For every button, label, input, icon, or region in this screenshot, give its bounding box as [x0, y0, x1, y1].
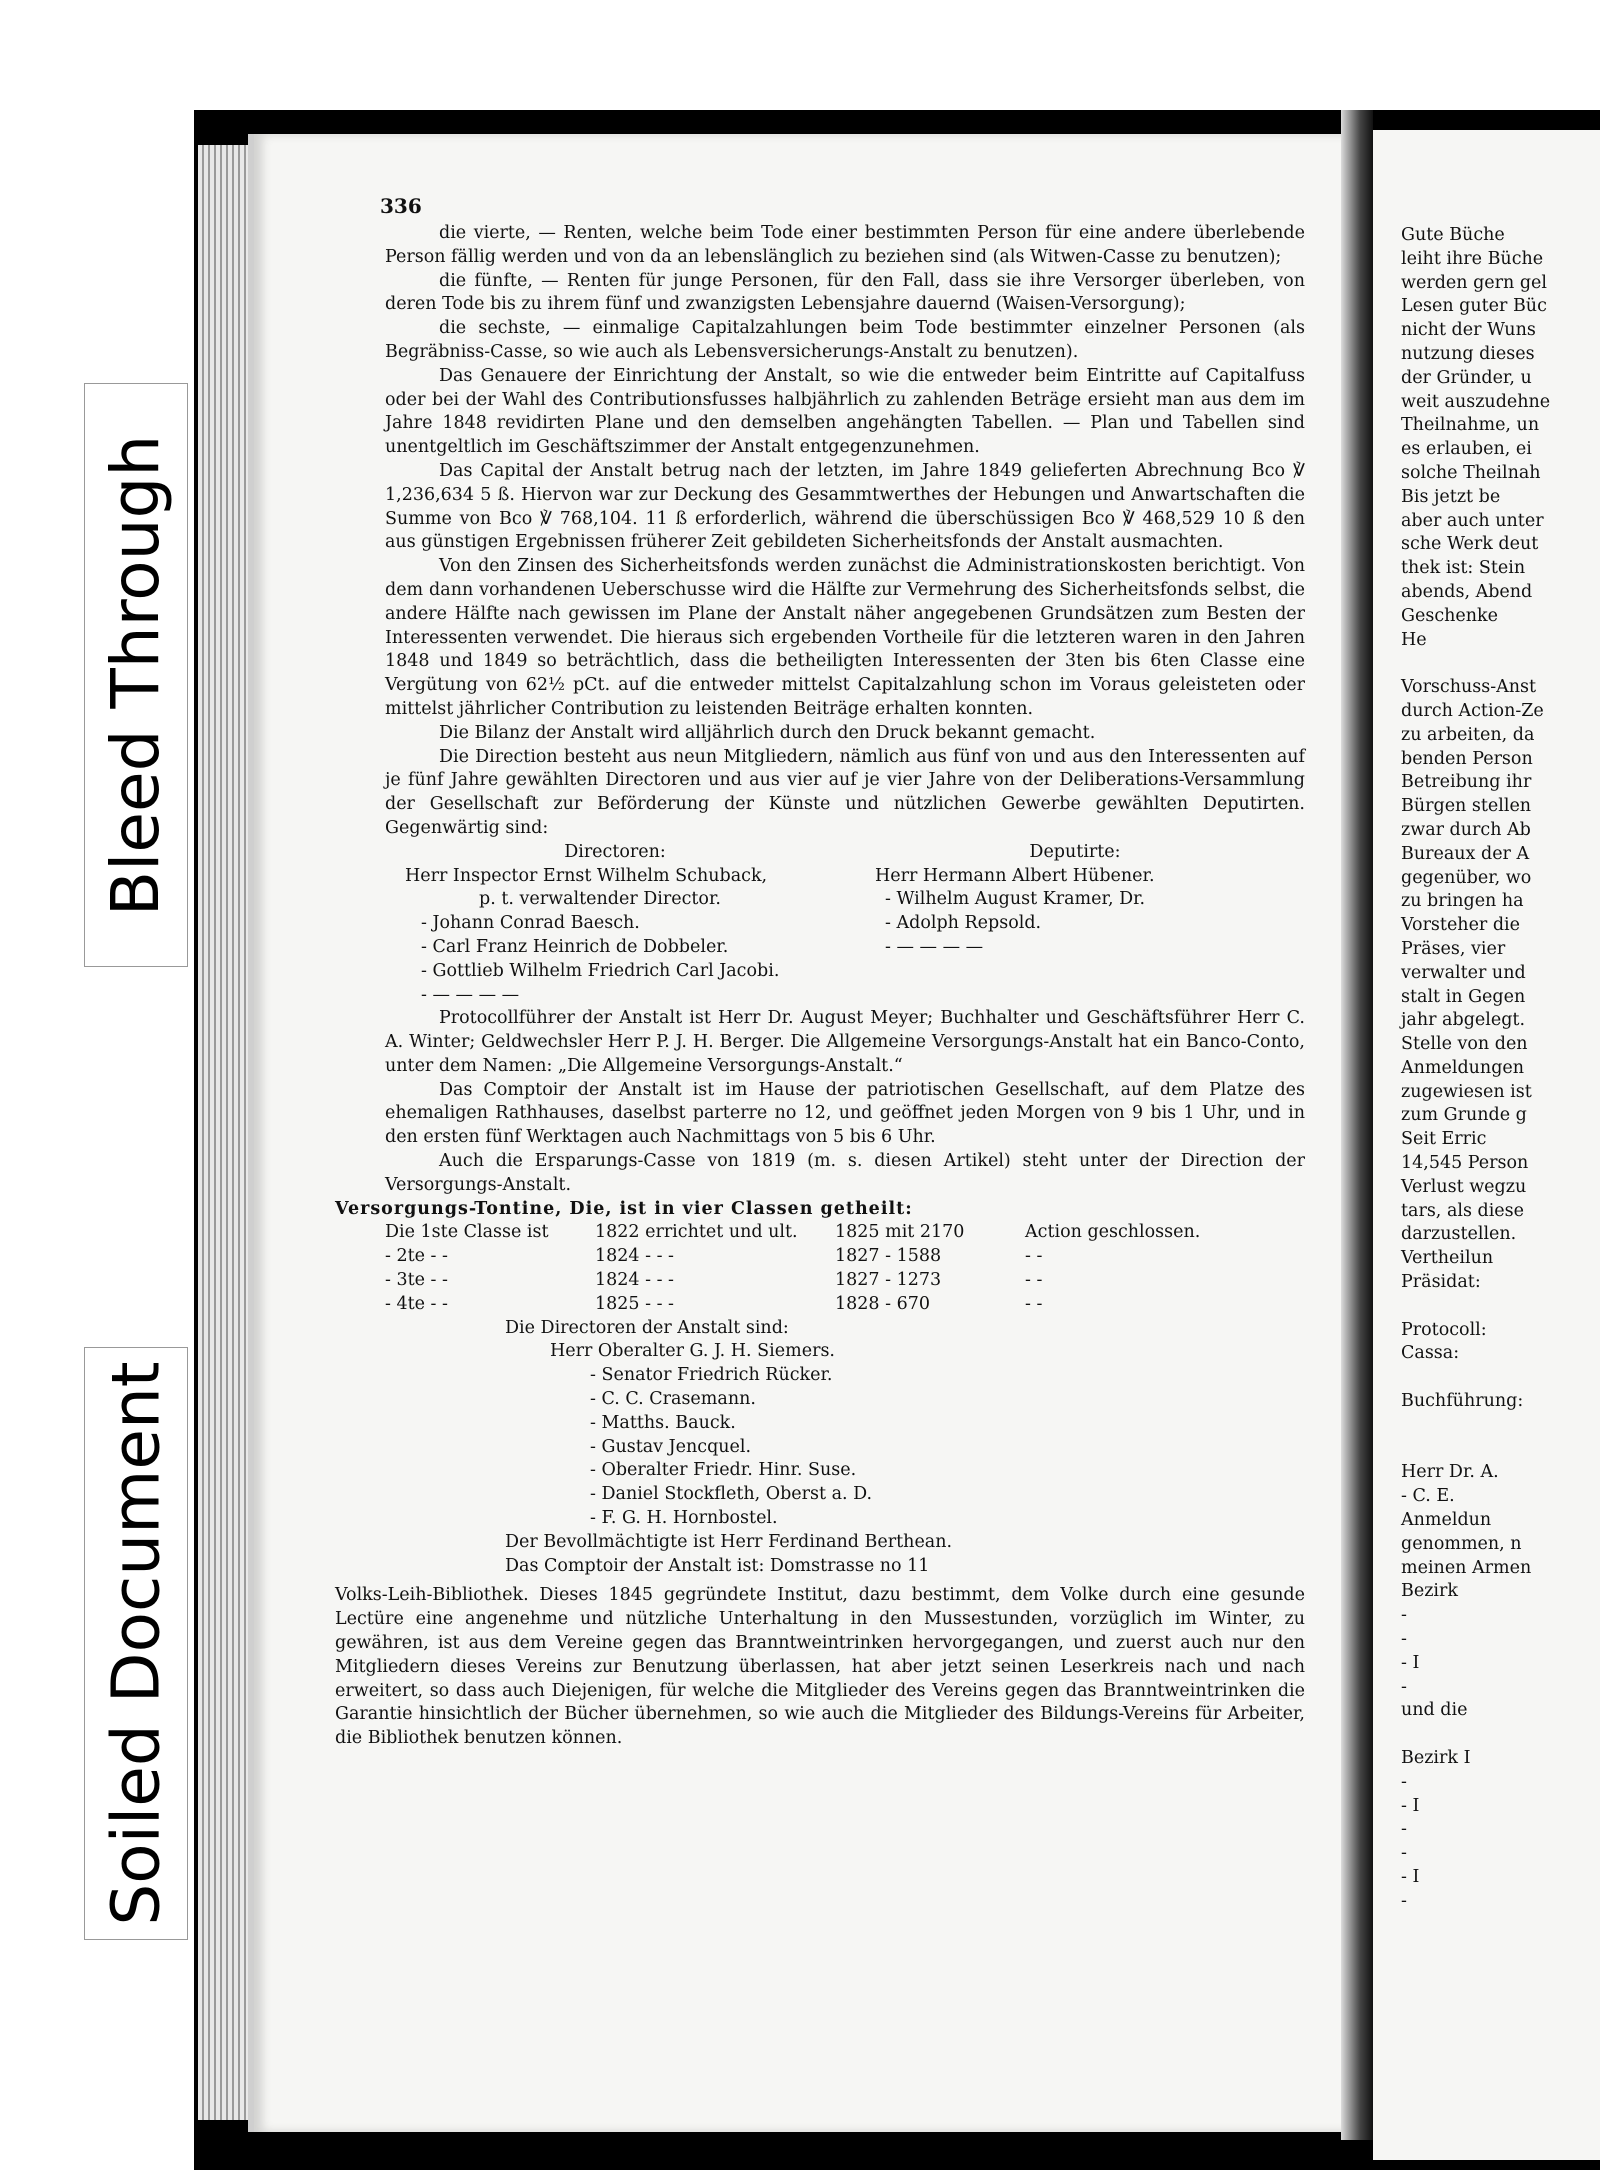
right-page-line: Bis jetzt be: [1401, 486, 1501, 507]
director-cell: Herr Inspector Ernst Wilhelm Schuback,: [405, 865, 768, 886]
table-row: [385, 1221, 1245, 1245]
right-page-line: Theilnahme, un: [1401, 415, 1540, 436]
tontine-heading: Versorgungs-Tontine, Die, ist in vier Classen getheilt:: [335, 1198, 913, 1219]
list-item: - F. G. H. Hornbostel.: [590, 1508, 778, 1529]
list-item: - Oberalter Friedr. Hinr. Suse.: [590, 1460, 857, 1481]
right-page-line: - C. E.: [1401, 1486, 1455, 1507]
right-page-line: Bezirk I: [1401, 1748, 1471, 1768]
right-page-line: [1401, 1366, 1600, 1390]
page-edges: [198, 145, 248, 2120]
table-row: [385, 960, 1305, 984]
right-page-line: aber auch unter: [1401, 510, 1544, 531]
left-page-text: [335, 222, 1305, 1751]
directors-heading: Directoren:: [564, 841, 666, 862]
paragraph-sechste: die sechste, — einmalige Capitalzahlungen beim Tode bestimmter einzelner Personen (als Begräbniss-Casse, so wie auch als Lebensversicherungs-Anstalt zu benutzen).: [385, 318, 1305, 362]
right-page-line: jahr abgelegt.: [1401, 1010, 1526, 1031]
right-page-line: gegenüber, wo: [1401, 867, 1532, 888]
right-page-line: Buchführung:: [1401, 1391, 1524, 1412]
paragraph-protocoll: Protocollführer der Anstalt ist Herr Dr. August Meyer; Buchhalter und Geschäftsführer Herr C. A. Winter; Geldwechsler Herr P. J. H. Berger. Die Allgemeine Versorgungs-Anstalt hat ein Banco-Conto, unter dem Namen: „Die Allgemeine Versorgungs-Anstalt.“: [385, 1008, 1305, 1076]
right-page-line: darzustellen.: [1401, 1224, 1517, 1245]
right-page-line: - I: [1401, 1866, 1420, 1887]
deputies-heading: Deputirte:: [1029, 841, 1121, 862]
paragraph-capital: Das Capital der Anstalt betrug nach der letzten, im Jahre 1849 gelieferten Abrechnung Bco ℣ 1,236,634 5 ß. Hiervon war zur Deckung des Gesammtwerthes der Hebungen und Anwartschaften die Summe von Bco ℣ 768,104. 11 ß erforderlich, während die überschüssigen Bco ℣ 468,529 10 ß den aus günstigen Ergebnissen früherer Zeit gebildeten Sicherheitsfonds der Anstalt ausmachten.: [385, 460, 1305, 553]
year-cell: 1824 - - -: [595, 1270, 674, 1291]
list-item: - Matths. Bauck.: [590, 1412, 736, 1433]
right-page-line: Verlust wegzu: [1401, 1176, 1527, 1197]
director-cell: - — — — —: [421, 984, 520, 1005]
deputy-cell: - Wilhelm August Kramer, Dr.: [885, 889, 1146, 910]
table-row: [385, 984, 1305, 1008]
right-page-line: meinen Armen: [1401, 1557, 1532, 1578]
right-page-line: Bureaux der A: [1401, 843, 1530, 864]
right-page-line: Vorsteher die: [1401, 915, 1521, 936]
right-page-line: Geschenke: [1401, 605, 1498, 626]
right-page-line: Bürgen stellen: [1401, 796, 1532, 817]
closed-cell: 1825 mit 2170: [835, 1222, 965, 1243]
right-page-line: nutzung dieses: [1401, 343, 1535, 364]
actions-cell: - -: [1025, 1246, 1043, 1267]
bleed-through-text: Bleed Through: [97, 434, 175, 916]
right-page-line: [1401, 652, 1600, 676]
right-page-line: Vorschuss-Anst: [1401, 677, 1537, 698]
right-page-line: [1401, 1723, 1600, 1747]
class-cell: Die 1ste Classe ist: [385, 1222, 549, 1243]
paragraph-direction: Die Direction besteht aus neun Mitgliedern, nämlich aus fünf von und aus den Interessenten auf je fünf Jahre gewählten Directoren und aus vier auf je vier Jahre von der Deliberations-Versammlung der Gesellschaft zur Beförderung der Künste und nützlichen Gewerbe gewählten Deputirten. Gegenwärtig sind:: [385, 746, 1305, 838]
right-page-line: -: [1401, 1676, 1407, 1697]
closed-cell: 1827 - 1588: [835, 1246, 942, 1267]
right-page-line: Bezirk: [1401, 1581, 1459, 1602]
table-row: [385, 1293, 1245, 1317]
right-page-line: zu arbeiten, da: [1401, 724, 1535, 745]
right-page-line: abends, Abend: [1401, 581, 1533, 602]
right-page-line: sche Werk deut: [1401, 534, 1539, 555]
right-page-line: benden Person: [1401, 748, 1533, 769]
right-page-line: durch Action-Ze: [1401, 700, 1544, 721]
right-page-line: stalt in Gegen: [1401, 986, 1526, 1007]
right-page-line: -: [1401, 1843, 1407, 1864]
right-page-line: genommen, n: [1401, 1533, 1522, 1554]
director-cell: - Carl Franz Heinrich de Dobbeler.: [421, 936, 729, 957]
table-row: [385, 1245, 1245, 1269]
right-page-line: es erlauben, ei: [1401, 439, 1532, 460]
class-cell: - 4te - -: [385, 1293, 448, 1314]
year-cell: 1822 errichtet und ult.: [595, 1222, 798, 1243]
right-page-line: -: [1401, 1890, 1407, 1911]
right-page-line: Präses, vier: [1401, 938, 1506, 959]
right-page-line: weit auszudehne: [1401, 391, 1551, 412]
right-page-line: 14,545 Person: [1401, 1153, 1529, 1174]
deputy-cell: Herr Hermann Albert Hübener.: [875, 865, 1155, 886]
bleed-through-label: [84, 383, 188, 967]
year-cell: 1825 - - -: [595, 1293, 674, 1314]
directors-table: [385, 841, 1305, 1008]
right-page-line: Protocoll:: [1401, 1319, 1487, 1340]
deputy-cell: - — — — —: [885, 936, 984, 957]
table-row: [385, 912, 1305, 936]
right-page-line: Lesen guter Büc: [1401, 296, 1547, 317]
table-row: [385, 936, 1305, 960]
right-page-line: Gute Büche: [1401, 225, 1505, 245]
right-page-line: zwar durch Ab: [1401, 819, 1531, 840]
right-page-line: Präsidat:: [1401, 1272, 1481, 1293]
list-item: - C. C. Crasemann.: [590, 1389, 756, 1410]
right-page: [1373, 130, 1600, 2160]
actions-cell: Action geschlossen.: [1025, 1222, 1201, 1243]
tontine-directors-heading: Die Directoren der Anstalt sind:: [505, 1317, 789, 1338]
right-page-line: Cassa:: [1401, 1343, 1460, 1364]
right-page-line: Betreibung ihr: [1401, 772, 1532, 793]
actions-cell: - -: [1025, 1270, 1043, 1291]
right-page-line: - I: [1401, 1652, 1420, 1673]
closed-cell: 1828 - 670: [835, 1293, 930, 1314]
right-page-line: [1401, 1295, 1600, 1319]
right-page-line: -: [1401, 1605, 1407, 1626]
director-cell: - Gottlieb Wilhelm Friedrich Carl Jacobi.: [421, 960, 780, 981]
right-page-line: der Gründer, u: [1401, 367, 1532, 388]
right-page-line: -: [1401, 1819, 1407, 1840]
right-page-line: He: [1401, 629, 1427, 650]
actions-cell: - -: [1025, 1293, 1043, 1314]
table-row: [385, 865, 1305, 889]
right-page-line: - I: [1401, 1795, 1420, 1816]
list-item: Herr Oberalter G. J. H. Siemers.: [550, 1341, 835, 1362]
right-page-line: [1401, 1414, 1600, 1438]
table-row: [385, 888, 1305, 912]
right-page-line: zum Grunde g: [1401, 1105, 1527, 1126]
paragraph-vierte: die vierte, — Renten, welche beim Tode einer bestimmten Person für eine andere überlebende Person fällig werden und von da an lebenslänglich zu beziehen sind (als Witwen-Casse zu benutzen);: [385, 223, 1305, 267]
right-page-line: Stelle von den: [1401, 1034, 1528, 1055]
right-page-line: Vertheilun: [1401, 1248, 1494, 1269]
right-page-line: -: [1401, 1629, 1407, 1650]
soiled-document-label: [84, 1347, 188, 1940]
tontine-proxy: Der Bevollmächtigte ist Herr Ferdinand Berthean.: [505, 1531, 953, 1552]
right-page-line: thek ist: Stein: [1401, 558, 1526, 579]
director-cell: - Johann Conrad Baesch.: [421, 913, 640, 934]
right-page-text: [1373, 224, 1600, 1914]
class-cell: - 2te - -: [385, 1246, 448, 1267]
right-page-line: Anmeldungen: [1401, 1057, 1525, 1078]
right-page-line: nicht der Wuns: [1401, 320, 1536, 341]
right-page-line: verwalter und: [1401, 962, 1526, 983]
paragraph-genauere: Das Genauere der Einrichtung der Anstalt, so wie die entweder beim Eintritte auf Capitalfuss oder bei der Wahl des Contributionsfusses halbjährlich zu zahlenden Beträge ersieht man aus dem im Jahre 1848 revidirten Plane und den demselben angehängten Tabellen. — Plan und Tabellen sind unentgeltlich im Geschäftszimmer der Anstalt entgegenzunehmen.: [385, 365, 1305, 458]
right-page-line: solche Theilnah: [1401, 462, 1541, 483]
year-cell: 1824 - - -: [595, 1246, 674, 1267]
paragraph-comptoir: Das Comptoir der Anstalt ist im Hause der patriotischen Gesellschaft, auf dem Platze des ehemaligen Rathhauses, daselbst parterre no 12, und geöffnet jeden Morgen von 9 bis 1 Uhr, und in den ersten fünf Werktagen auch Nachmittags von 5 bis 6 Uhr.: [385, 1079, 1305, 1148]
list-item: - Senator Friedrich Rücker.: [590, 1365, 833, 1386]
right-page-line: Anmeldun: [1401, 1510, 1492, 1531]
closed-cell: 1827 - 1273: [835, 1270, 942, 1291]
tontine-classes-table: [385, 1221, 1245, 1316]
book-spine: [1341, 110, 1373, 2140]
paragraph-ersparungs: Auch die Ersparungs-Casse von 1819 (m. s. diesen Artikel) steht unter der Direction der Versorgungs-Anstalt.: [385, 1151, 1305, 1195]
paragraph-zinsen: Von den Zinsen des Sicherheitsfonds werden zunächst die Administrationskosten berichtigt. Von dem dann vorhandenen Ueberschusse wird die Hälfte zur Vermehrung des Sicherheitsfonds selbst, die andere Hälfte nach gewissen im Plane der Anstalt näher angegebenen Grundsätzen zum Besten der Interessenten verwendet. Die hieraus sich ergebenden Vortheile für die letzteren waren in den Jahren 1848 und 1849 so beträchtlich, dass die betheiligten Interessenten der 3ten bis 6ten Classe eine Vergütung von 62½ pCt. auf die entweder mittelst Capitalzahlung schon im Voraus geleisteten oder mittelst jährlicher Contribution zu leistenden Beiträge erhalten konnten.: [385, 556, 1305, 719]
right-page-line: und die: [1401, 1700, 1468, 1721]
right-page-line: [1401, 1438, 1600, 1462]
right-page-line: werden gern gel: [1401, 272, 1548, 293]
right-page-line: zugewiesen ist: [1401, 1081, 1532, 1102]
director-cell: p. t. verwaltender Director.: [479, 889, 721, 910]
paragraph-volks-leih-bibliothek: Volks-Leih-Bibliothek. Dieses 1845 gegründete Institut, dazu bestimmt, dem Volke durch eine gesunde Lectüre eine angenehme und nützliche Unterhaltung in den Mussestunden, vorzüglich im Winter, zu gewähren, ist aus dem Vereine gegen das Branntweintrinken hervorgegangen, und zuerst auch nur den Mitgliedern dieses Vereins zur Benutzung überlassen, hat aber jetzt seinen Leserkreis nach und nach erweitert, so dass auch Diejenigen, für welche die Mitglieder des Vereins gegen das Branntweintrinken die Garantie hinsichtlich der Bücher übernehmen, so wie auch die Mitglieder des Bildungs-Vereins für Arbeiter, die Bibliothek benutzen können.: [335, 1585, 1305, 1749]
list-item: - Gustav Jencquel.: [590, 1436, 752, 1457]
tontine-office: Das Comptoir der Anstalt ist: Domstrasse no 11: [505, 1555, 930, 1576]
table-row: [385, 1269, 1245, 1293]
right-page-line: tars, als diese: [1401, 1200, 1525, 1221]
right-page-line: Herr Dr. A.: [1401, 1462, 1499, 1483]
paragraph-bilanz: Die Bilanz der Anstalt wird alljährlich durch den Druck bekannt gemacht.: [439, 722, 1096, 743]
page-number: 336: [380, 194, 422, 218]
paragraph-fuenfte: die fünfte, — Renten für junge Personen, für den Fall, dass sie ihre Versorger überleben, von deren Tode bis zu ihrem fünf und zwanzigsten Lebensjahre dauernd (Waisen-Versorgung);: [385, 270, 1305, 315]
class-cell: - 3te - -: [385, 1270, 448, 1291]
right-page-line: zu bringen ha: [1401, 891, 1524, 912]
tontine-directors-list: [385, 1340, 1305, 1530]
right-page-line: -: [1401, 1771, 1407, 1792]
soiled-document-text: Soiled Document: [97, 1361, 175, 1926]
list-item: - Daniel Stockfleth, Oberst a. D.: [590, 1484, 873, 1505]
deputy-cell: - Adolph Repsold.: [885, 913, 1042, 934]
right-page-line: Seit Erric: [1401, 1129, 1487, 1150]
right-page-line: leiht ihre Büche: [1401, 248, 1544, 269]
